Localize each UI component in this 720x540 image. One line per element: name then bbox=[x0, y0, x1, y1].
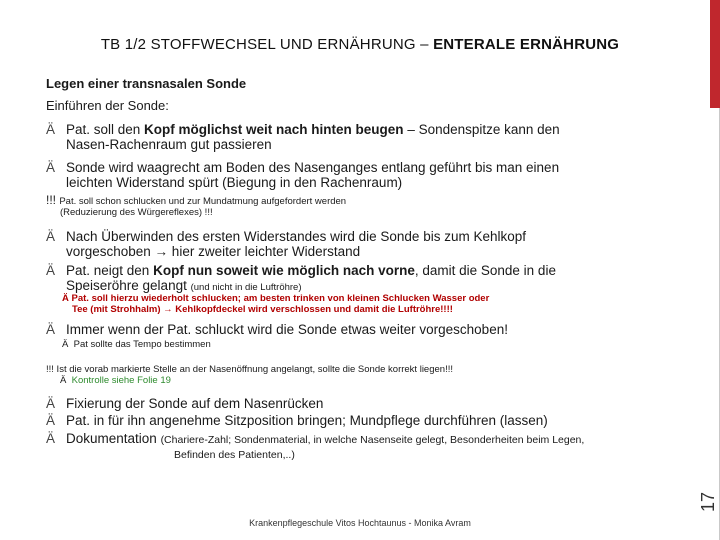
bullet-icon: Ä bbox=[46, 263, 56, 278]
section-heading: Legen einer transnasalen Sonde bbox=[46, 76, 247, 91]
bullet-advance-larynx bbox=[46, 229, 666, 259]
bullet-line2: Speiseröhre gelangt bbox=[66, 278, 191, 293]
note-marked-position bbox=[46, 364, 453, 386]
footer: Krankenpflegeschule Vitos Hochtaunus - Monika Avram bbox=[249, 518, 471, 528]
bullet-head-position bbox=[46, 122, 666, 152]
note-text: !!! Ist die vorab markierte Stelle an der Nasenöffnung angelangt, sollte die Sonde korrekt liegen!!! bbox=[46, 364, 453, 375]
bullet-sitting-position bbox=[46, 413, 666, 428]
accent-bar bbox=[710, 0, 720, 108]
note-link-text: Kontrolle siehe Folie 19 bbox=[71, 375, 171, 386]
bullet-icon: Ä bbox=[46, 160, 56, 175]
bullet-icon: Ä bbox=[46, 122, 56, 137]
bullet-small: (Chariere-Zahl; Sondenmaterial, in welche Nasenseite gelegt, Besonderheiten beim Legen, bbox=[160, 434, 585, 446]
bullet-icon: Ä bbox=[60, 375, 67, 386]
bullet-text: Dokumentation bbox=[66, 431, 161, 446]
note-drink-water bbox=[62, 293, 489, 315]
bullet-text: Pat. neigt den bbox=[66, 263, 154, 278]
note-swallow bbox=[46, 195, 346, 218]
section-subheading: Einführen der Sonde: bbox=[46, 98, 169, 113]
bullet-text: Immer wenn der Pat. schluckt wird die Sonde etwas weiter vorgeschoben! bbox=[66, 322, 508, 337]
bullet-insert-sonde bbox=[46, 160, 666, 190]
note-tempo bbox=[62, 339, 211, 350]
bullet-text: Nach Überwinden des ersten Widerstandes wird die Sonde bis zum Kehlkopf bbox=[66, 229, 526, 244]
title-normal: TB 1/2 STOFFWECHSEL UND ERNÄHRUNG – bbox=[100, 36, 434, 53]
bullet-line2: vorgeschoben → hier zweiter leichter Widerstand bbox=[66, 244, 361, 259]
bullet-icon: Ä bbox=[46, 396, 56, 411]
bullet-line2: leichten Widerstand spürt (Biegung in den Rachenraum) bbox=[66, 175, 403, 190]
bullet-swallow-advance bbox=[46, 322, 666, 337]
bullet-icon: Ä bbox=[46, 322, 56, 337]
bullet-icon: Ä bbox=[62, 293, 69, 304]
note-exclaim: !!! bbox=[46, 193, 60, 207]
note-text: Pat. soll schon schlucken und zur Mundatmung aufgefordert werden bbox=[59, 196, 347, 207]
note-text: Tee (mit Strohhalm) → Kehlkopfdeckel wird verschlossen und damit die Luftröhre!!!! bbox=[72, 304, 453, 315]
title-strong: ENTERALE ERNÄHRUNG bbox=[433, 36, 620, 53]
bullet-head-forward bbox=[46, 263, 666, 295]
bullet-line2: Nasen-Rachenraum gut passieren bbox=[66, 137, 272, 152]
bullet-bold: Kopf nun soweit wie möglich nach vorne bbox=[153, 263, 415, 278]
note-text: Pat sollte das Tempo bestimmen bbox=[73, 339, 211, 350]
bullet-text: Fixierung der Sonde auf dem Nasenrücken bbox=[66, 396, 324, 411]
note-text: (Reduzierung des Würgereflexes) !!! bbox=[60, 207, 213, 218]
bullet-text: Pat. soll den bbox=[66, 122, 145, 137]
note-text: Pat. soll hierzu wiederholt schlucken; am besten trinken von kleinen Schlucken Wasser oder bbox=[71, 293, 490, 304]
bullet-text: Pat. in für ihn angenehme Sitzposition bringen; Mundpflege durchführen (lassen) bbox=[66, 413, 548, 428]
bullet-bold: Kopf möglichst weit nach hinten beugen bbox=[144, 122, 404, 137]
bullet-small: (und nicht in die Luftröhre) bbox=[190, 282, 302, 293]
bullet-icon: Ä bbox=[46, 229, 56, 244]
bullet-icon: Ä bbox=[46, 413, 56, 428]
bullet-small: Befinden des Patienten,..) bbox=[174, 449, 295, 461]
bullet-text: , damit die Sonde in die bbox=[414, 263, 556, 278]
page-number: 17 bbox=[697, 491, 718, 513]
bullet-icon: Ä bbox=[62, 339, 69, 350]
bullet-text: – Sondenspitze kann den bbox=[403, 122, 560, 137]
slide-title bbox=[0, 36, 720, 53]
bullet-text: Sonde wird waagrecht am Boden des Nasenganges entlang geführt bis man einen bbox=[66, 160, 560, 175]
bullet-icon: Ä bbox=[46, 431, 56, 446]
bullet-fixation bbox=[46, 396, 666, 411]
bullet-documentation bbox=[46, 431, 686, 463]
